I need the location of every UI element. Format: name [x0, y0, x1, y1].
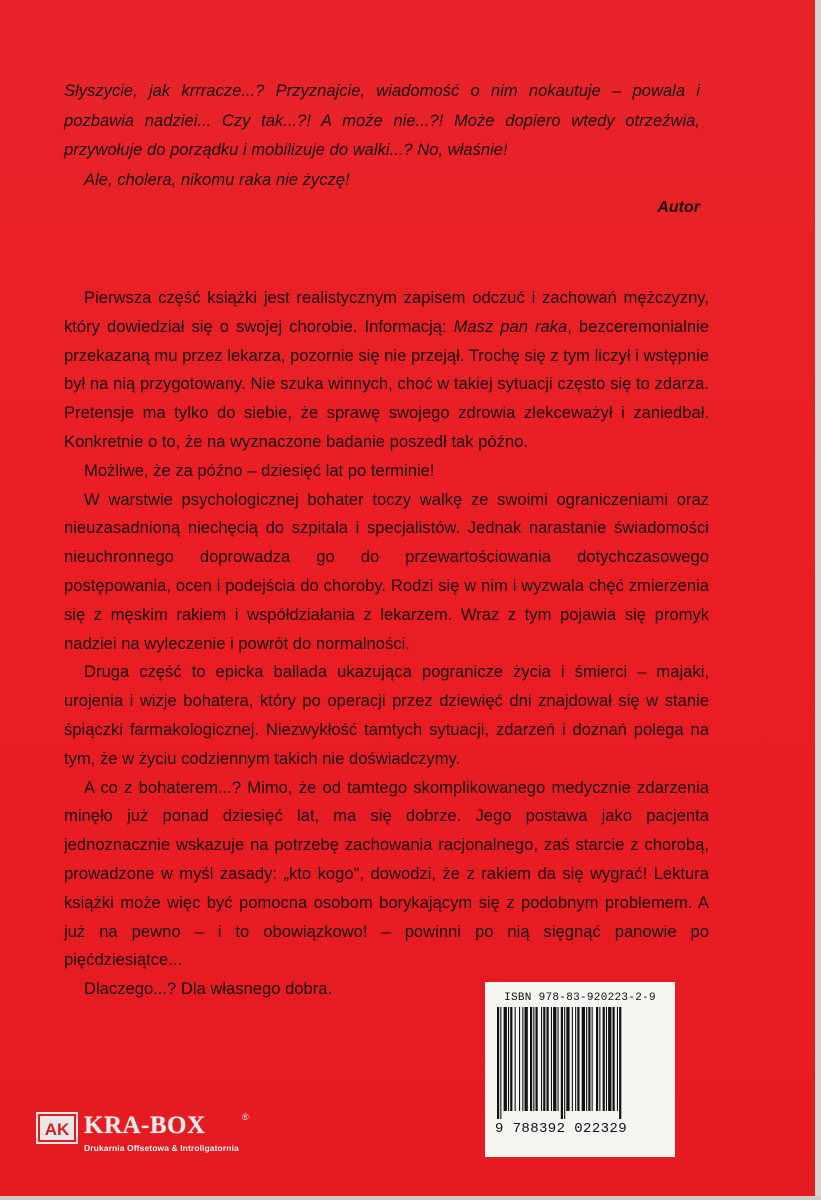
- blurb-paragraph: Dlaczego...? Dla własnego dobra.: [84, 979, 333, 999]
- blurb-paragraph: [64, 284, 709, 457]
- quote-author: Autor: [657, 199, 700, 216]
- page-edge-bottom: [0, 1196, 821, 1200]
- isbn-barcode-box: [485, 982, 675, 1157]
- publisher-logo-icon: [36, 1112, 78, 1144]
- blurb-text: [64, 284, 709, 1004]
- publisher-logo-letters: AK: [44, 1120, 70, 1139]
- blurb-paragraph: W warstwie psychologicznej bohater toczy walkę ze swoimi ograniczeniami oraz nieuzasadnioną niechęcią do szpitala i specjalistów. Jednak narastanie świadomości nieuchronnego doprowadza go do przewartościowania dotychczasowego postępowania, ocen i podejścia do choroby. Rodzi się w nim i wyzwala chęć zmierzenia się z męskim rakiem i współdziałania z lekarzem. Wraz z tym pojawia się promyk nadziei na wyleczenie i powrót do normalności.: [64, 489, 709, 653]
- isbn-label: ISBN 978-83-920223-2-9: [504, 992, 656, 1004]
- page-edge: [815, 0, 821, 1200]
- quote-paragraph: Ale, cholera, nikomu raka nie życzę!: [84, 169, 350, 189]
- author-quote: [64, 76, 700, 194]
- barcode: [495, 1007, 665, 1119]
- publisher-subtitle: Drukarnia Offsetowa & Introligatornia: [84, 1143, 239, 1153]
- blurb-paragraph: A co z bohaterem...? Mimo, że od tamtego skomplikowanego medycznie zdarzenia minęło już ponad dziesięć lat, ma się dobrze. Jego postawa jako pacjenta jednoznacznie wskazuje na potrzebę zachowania racjonalnego, zaś starcie z chorobą, prowadzone w myśl zasady: „kto kogo", dowodzi, że z rakiem da się wygrać! Lektura książki może więc być pomocna osobom borykającym się z podobnym problemem. A już na pewno – i to obowiązkowo! – powinni po nią sięgnąć panowie po pięćdziesiątce...: [64, 777, 709, 970]
- registered-mark: ®: [242, 1112, 249, 1122]
- blurb-paragraph: Możliwe, że za późno – dziesięć lat po terminie!: [84, 460, 435, 480]
- blurb-text-run: , bezceremonialnie przekazaną mu przez lekarza, pozornie się nie przejął. Trochę się z tym liczył i wstępnie był na nią przygotowany. Nie szuka winnych, choć w takiej sytuacji często się to zdarza. Pretensje ma tylko do siebie, że sprawę swojego zdrowia zlekceważył i zaniedbał. Konkretnie o to, że na wyznaczone badanie poszedł tak późno.: [64, 316, 709, 451]
- publisher-name: KRA-BOX: [84, 1112, 206, 1139]
- blurb-text-run: Pierwsza część książki jest realistycznym zapisem odczuć i zachowań mężczyzny, który dowiedział się o swojej chorobie. Informacją:: [64, 288, 709, 336]
- barcode-digits: 9 788392 022329: [495, 1121, 628, 1137]
- blurb-paragraph: Druga część to epicka ballada ukazująca pogranicze życia i śmierci – majaki, urojenia i wizje bohatera, który po operacji przez dziewięć dni znajdował się w stanie śpiączki farmakologicznej. Niezwykłość tamtych sytuacji, zdarzeń i doznań polega na tym, że w życiu codziennym takich nie doświadczymy.: [64, 662, 709, 768]
- blurb-italic-run: Masz pan raka: [453, 316, 568, 336]
- publisher-logo: [36, 1110, 276, 1160]
- quote-paragraph: Słyszycie, jak krrracze...? Przyznajcie, wiadomość o nim nokautuje – powala i pozbawia nadziei... Czy tak...?! A może nie...?! Może dopiero wtedy otrzeźwia, przywołuje do porządku i mobilizuje do walki...? No, właśnie!: [64, 81, 700, 159]
